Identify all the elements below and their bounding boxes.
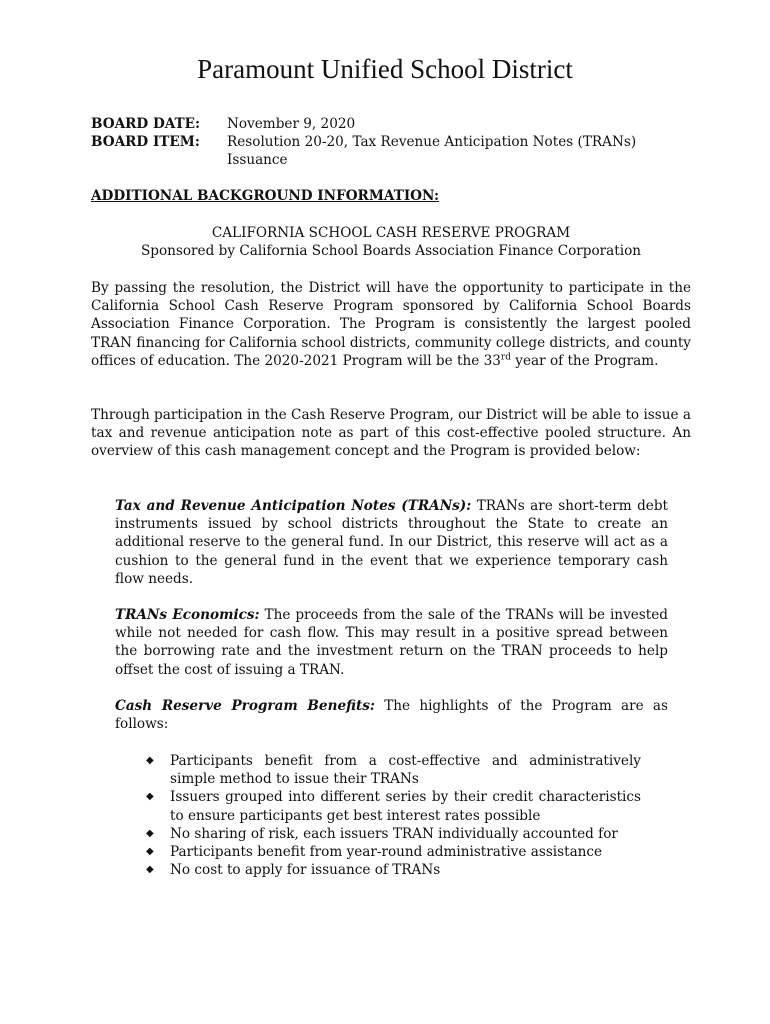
list-item-text: No cost to apply for issuance of TRANs — [170, 862, 441, 879]
document-title: Paramount Unified School District — [197, 54, 573, 84]
list-item — [146, 788, 641, 824]
list-item — [146, 843, 641, 861]
bullet-icon: ◆ — [146, 864, 154, 876]
list-item — [146, 861, 641, 879]
list-item-text: Participants benefit from a cost-effective and administratively simple method to issue their TRANs — [170, 753, 641, 788]
board-item-row — [91, 133, 691, 169]
benefits-section — [115, 697, 668, 733]
trans-lead: Tax and Revenue Anticipation Notes (TRANs): — [115, 498, 472, 514]
bullet-icon: ◆ — [146, 755, 154, 766]
list-item — [146, 752, 641, 788]
benefits-list — [146, 752, 641, 879]
trans-section — [115, 497, 668, 588]
board-item-value-line2: Issuance — [227, 152, 288, 168]
board-item-value-line1: Resolution 20-20, Tax Revenue Anticipation Notes (TRANs) — [227, 134, 637, 150]
list-item-text: No sharing of risk, each issuers TRAN individually accounted for — [170, 825, 618, 842]
ordinal-suffix: rd — [500, 352, 511, 363]
board-date-value: November 9, 2020 — [227, 116, 356, 132]
trans-text: TRANs are short-term debt instruments issued by school districts throughout the State to create an additional reserve to the general fund. In our District, this reserve will act as a cushion to the general fund in the event that we experience temporary cash flow needs. — [115, 498, 669, 587]
bullet-icon: ◆ — [146, 791, 154, 803]
program-name: CALIFORNIA SCHOOL CASH RESERVE PROGRAM — [211, 225, 571, 241]
bullet-icon: ◆ — [146, 827, 154, 839]
paragraph-intro — [91, 279, 691, 370]
benefits-lead: Cash Reserve Program Benefits: — [115, 698, 375, 714]
board-date-row — [91, 115, 691, 133]
list-item-text: Participants benefit from year-round administrative assistance — [170, 844, 603, 861]
paragraph-intro-tail: year of the Program. — [510, 352, 659, 369]
paragraph-intro-text: By passing the resolution, the District will have the opportunity to participate in the California School Cash Reserve Program sponsored by California School Boards Association Finance Corporation. The Program is consistently the largest pooled TRAN financing for California school districts, community college districts, and county offices of education. The 2020-2021 Program will be the 33 — [91, 280, 691, 369]
paragraph-overview: Through participation in the Cash Reserve Program, our District will be able to issue a tax and revenue anticipation note as part of this cost-effective pooled structure. An overview of this cash management concept and the Program is provided below: — [91, 407, 691, 460]
board-meta — [91, 115, 691, 169]
list-item-text: Issuers grouped into different series by their credit characteristics to ensure participants get best interest rates possible — [170, 789, 641, 824]
board-date-label: BOARD DATE: — [91, 116, 201, 132]
program-sponsor: Sponsored by California School Boards Association Finance Corporation — [140, 243, 642, 259]
economics-section — [115, 606, 668, 679]
board-item-value — [227, 133, 691, 169]
section-heading: ADDITIONAL BACKGROUND INFORMATION: — [91, 188, 439, 204]
board-item-label: BOARD ITEM: — [91, 134, 200, 150]
bullet-icon: ◆ — [146, 846, 154, 858]
economics-text: The proceeds from the sale of the TRANs will be invested while not needed for cash flow. This may result in a positive spread between the borrowing rate and the investment return on the TRAN proceeds to help offset the cost of issuing a TRAN. — [115, 607, 668, 678]
program-heading — [91, 224, 691, 260]
list-item — [146, 825, 641, 843]
benefits-text: The highlights of the Program are as follows: — [115, 698, 668, 733]
economics-lead: TRANs Economics: — [115, 607, 260, 623]
